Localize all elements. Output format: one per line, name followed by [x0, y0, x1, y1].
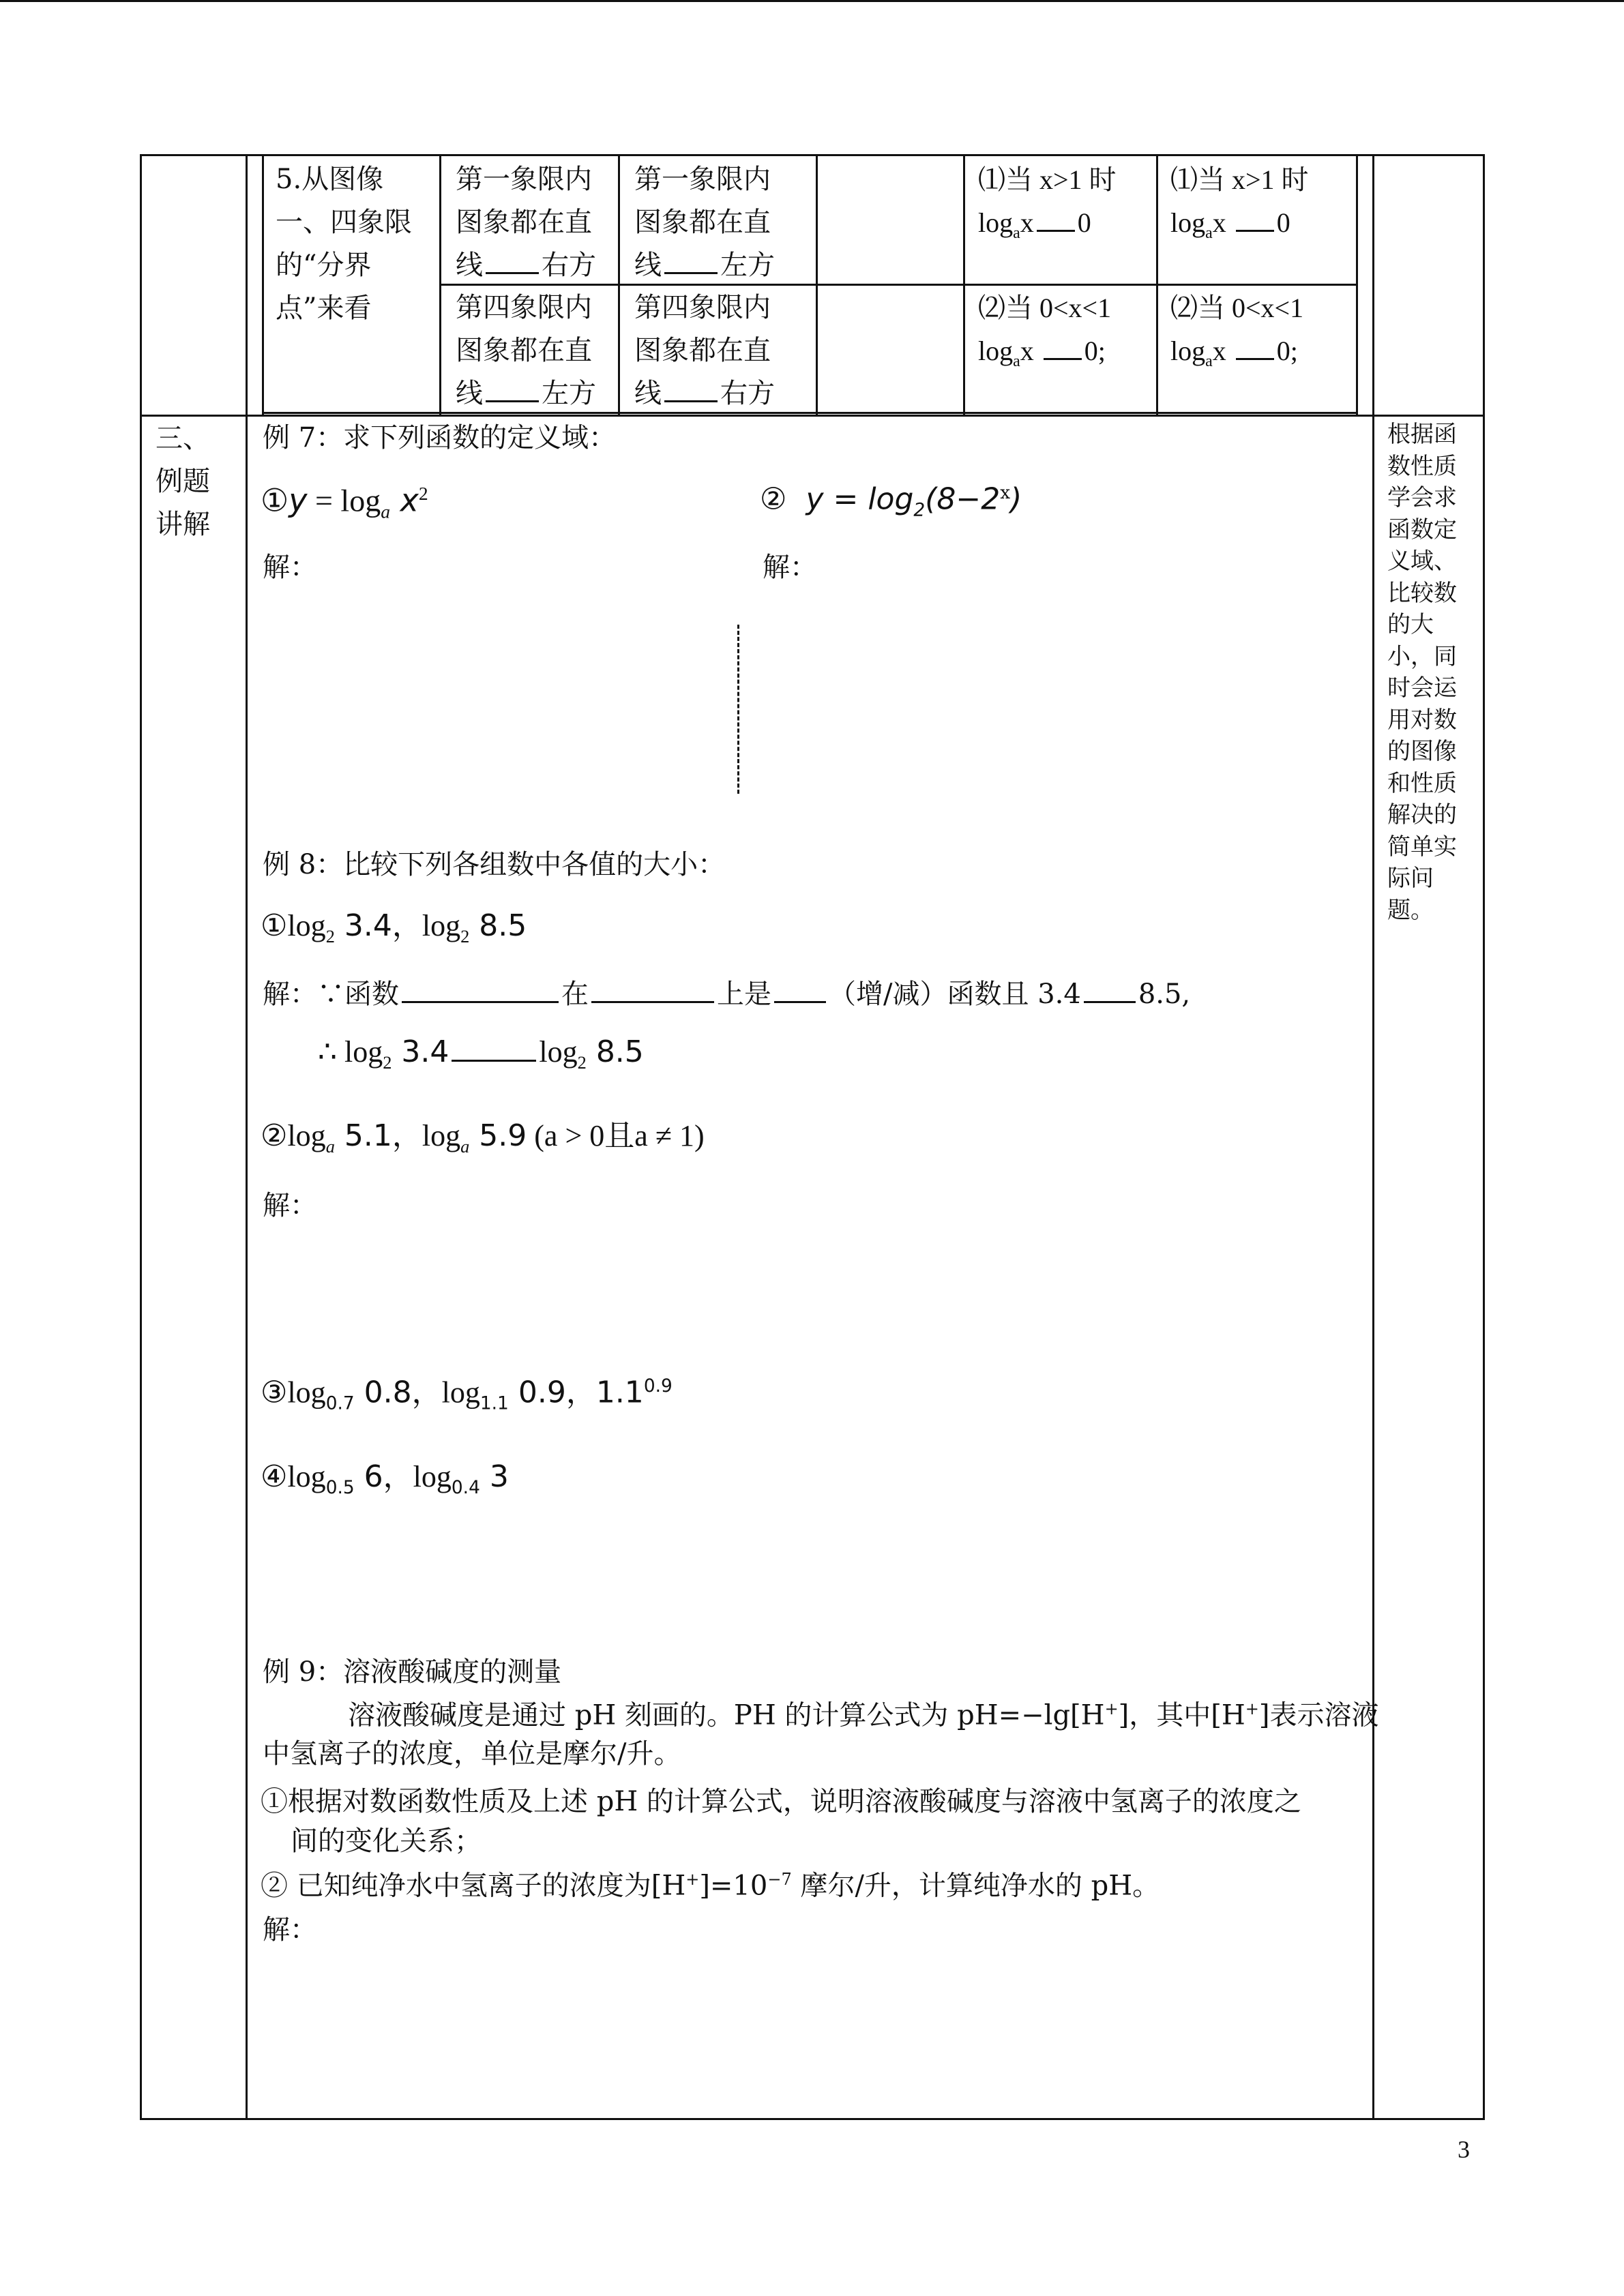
example7-q1: ①y = $\log_a x^2$ — [261, 481, 428, 522]
inner-border-right — [1356, 154, 1358, 415]
example8-answer-2: 解： — [263, 1190, 317, 1221]
page-number: 3 — [1458, 2136, 1470, 2163]
cell-e-top: ⑴当 x>1 时 $\log_ax$ 0 — [1170, 164, 1309, 242]
example8-q4: $④\log_{0.5}$ 6，$\log_{0.4} 3$ — [261, 1459, 509, 1498]
section-label: 三、 例题 讲解 — [156, 423, 210, 540]
cell-d-top: ⑴当 x>1 时 $\log_ax$ 0 — [978, 164, 1117, 242]
example8-solution-line2: ∴ $\log_2 3.4$ $\log_2 8.5$ — [318, 1034, 644, 1073]
example7-q2: ② $y = \log_2(8-2^x)$ — [760, 481, 1022, 521]
example9-item1-line1: ①根据对数函数性质及上述 pH 的计算公式，说明溶液酸碱度与溶液中氢离子的浓度之 — [261, 1786, 1301, 1817]
cell-a-bottom: 第四象限内 图象都在直 线 左方 — [456, 292, 596, 409]
cell-b-bottom: 第四象限内 图象都在直 线 右方 — [634, 292, 775, 409]
example9-item2: ② 已知纯净水中氢离子的浓度为$[H^+]=10^{-7}$ 摩尔/升，计算纯净水的 pH。 — [261, 1870, 1160, 1902]
outer-border-right — [1483, 154, 1485, 2120]
cell-e-bottom: ⑵当 0<x<1 $\log_ax$ 0; — [1170, 293, 1304, 370]
inner-border-left — [262, 154, 264, 415]
col-divider-left — [246, 154, 248, 2120]
example8-solution-line1: 解：∵函数 在 上是 （增/减）函数且 3.4 8.5, — [263, 979, 1191, 1010]
example9-paragraph-line1: 溶液酸碱度是通过 pH 刻画的。PH 的计算公式为 pH=−lg[H+]，其中[H+]表示溶液 — [348, 1699, 1379, 1731]
example8-q3: $③\log_{0.7}$ 0.8，$\log_{1.1} 0.9$，$1.1^{0.9}$ — [261, 1375, 673, 1414]
example8-title: 例 8：比较下列各组数中各值的大小： — [263, 849, 726, 880]
section-note: 根据函 数性质 学会求 函数定 义域、 比较数 的大 小，同 时会运 用对数 的图像 和性质 解决的 简单实 际问 题。 — [1387, 421, 1457, 924]
example9-item1-line2: 间的变化关系； — [291, 1825, 482, 1857]
outer-border-top — [140, 154, 1485, 156]
outer-border-bottom — [140, 2118, 1485, 2120]
outer-border-left — [140, 154, 142, 2120]
example9-answer: 解： — [263, 1914, 317, 1945]
cell-a-top: 第一象限内 图象都在直 线 右方 — [456, 164, 596, 281]
example7-dashed-divider — [737, 625, 739, 794]
col-divider-right — [1372, 154, 1374, 2120]
example8-q2: $②\log_a$ 5.1，$\log_a 5.9$ (a > 0且a ≠ 1) — [261, 1118, 705, 1157]
example7-answer-1: 解： — [263, 552, 317, 583]
example9-paragraph-line2: 中氢离子的浓度，单位是摩尔/升。 — [263, 1738, 681, 1770]
example7-title: 例 7：求下列函数的定义域： — [263, 422, 617, 453]
property-row-label: 5.从图像一、四象限的“分界点”来看 — [276, 164, 412, 324]
cell-b-top: 第一象限内 图象都在直 线 左方 — [634, 164, 775, 281]
cell-d-bottom: ⑵当 0<x<1 $\log_ax$ 0; — [978, 293, 1112, 370]
row-divider — [140, 415, 1485, 417]
example7-answer-2: 解： — [763, 552, 817, 583]
page-top-rule — [0, 0, 1624, 2]
example8-q1: $①\log_2$ 3.4，$\log_2 8.5$ — [261, 908, 527, 946]
example9-title: 例 9：溶液酸碱度的测量 — [263, 1656, 562, 1688]
